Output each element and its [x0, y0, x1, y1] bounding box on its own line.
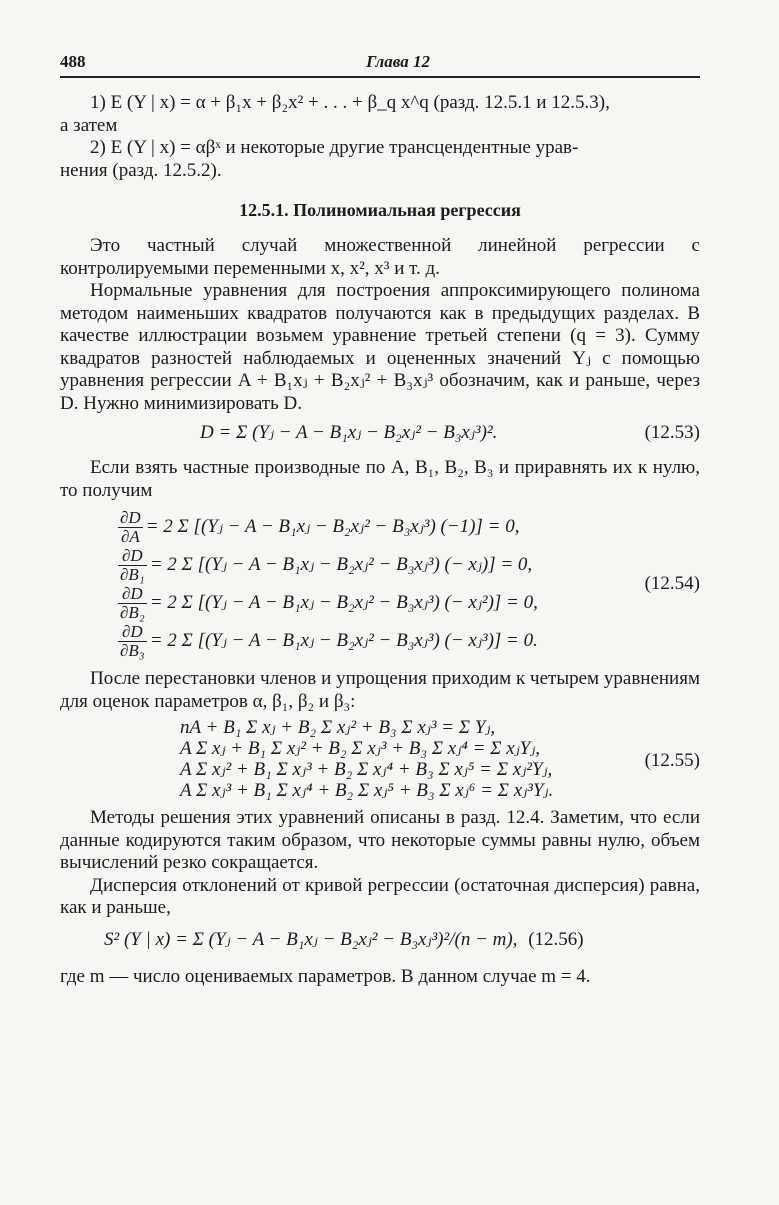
equation-12-53-body: D = Σ (Yⱼ − A − B₁xⱼ − B₂xⱼ² − B₃xⱼ³)². [200, 422, 498, 443]
equation-12-55 [60, 717, 700, 801]
normal-equation-3: A Σ xⱼ² + B₁ Σ xⱼ³ + B₂ Σ xⱼ⁴ + B₃ Σ xⱼ⁵ = Σ xⱼ²Yⱼ, [180, 759, 553, 780]
normal-equation-4: A Σ xⱼ³ + B₁ Σ xⱼ⁴ + B₂ Σ xⱼ⁵ + B₃ Σ xⱼ⁶ = Σ xⱼ³Yⱼ. [180, 780, 554, 801]
derivative-line-a: $\frac{\partial D}{\partial A}$ = 2 Σ [(Yⱼ − A − B₁xⱼ − B₂xⱼ² − B₃xⱼ³) (−1)] = 0, [120, 507, 520, 546]
list-item-1-continued: а затем [60, 114, 118, 136]
list-item-2: 2) E (Y | x) = αβˣ и некоторые другие трансцендентные урав- [90, 137, 579, 158]
paragraph-parameters: где m — число оцениваемых параметров. В данном случае m = 4. [60, 965, 591, 987]
equation-number-12-56: (12.56) [528, 928, 584, 950]
section-heading: 12.5.1. Полиномиальная регрессия [239, 200, 521, 220]
paragraph-derivatives: Если взять частные производные по A, B₁, B₂, B₃ и приравнять их к нулю, то получим [60, 457, 700, 501]
page-number: 488 [60, 52, 86, 71]
equation-12-56-body: S² (Y | x) = Σ (Yⱼ − A − B₁xⱼ − B₂xⱼ² − B₃xⱼ³)²/(n − m), [104, 928, 518, 950]
paragraph-intro: Это частный случай множественной линейной регрессии с контролируемыми переменными x, x², x³ и т. д. [60, 235, 700, 279]
book-page [60, 52, 700, 988]
derivative-line-b1: $\frac{\partial D}{\text{∂B₁}}$ = 2 Σ [(Yⱼ − A − B₁xⱼ − B₂xⱼ² − B₃xⱼ³) (− xⱼ)] = 0, [120, 545, 533, 584]
normal-equation-2: A Σ xⱼ + B₁ Σ xⱼ² + B₂ Σ xⱼ³ + B₃ Σ xⱼ⁴ = Σ xⱼYⱼ, [180, 738, 540, 759]
equation-number-12-55: (12.55) [644, 750, 700, 771]
equation-number-12-53: (12.53) [644, 422, 700, 443]
chapter-title: Глава 12 [366, 52, 430, 71]
equation-12-54 [60, 508, 700, 660]
normal-equation-1: nA + B₁ Σ xⱼ + B₂ Σ xⱼ² + B₃ Σ xⱼ³ = Σ Yⱼ, [180, 717, 496, 738]
equation-12-56 [104, 928, 700, 952]
paragraph-rearrangement: После перестановки членов и упрощения приходим к четырем уравнениям для оценок параметров α, β₁, β₂ и β₃: [60, 668, 700, 712]
running-header [60, 52, 700, 78]
paragraph-variance: Дисперсия отклонений от кривой регрессии (остаточная дисперсия) равна, как и раньше, [60, 874, 700, 918]
equation-12-53 [200, 421, 700, 445]
list-item-1: 1) E (Y | x) = α + β₁x + β₂x² + . . . + β_q x^q (разд. 12.5.1 и 12.5.3), [90, 92, 610, 113]
derivative-line-b2: $\frac{\partial D}{\text{∂B₂}}$ = 2 Σ [(Yⱼ − A − B₁xⱼ − B₂xⱼ² − B₃xⱼ³) (− xⱼ²)] = 0, [120, 583, 538, 622]
equation-number-12-54: (12.54) [644, 573, 700, 594]
derivative-line-b3: $\frac{\partial D}{\text{∂B₃}}$ = 2 Σ [(Yⱼ − A − B₁xⱼ − B₂xⱼ² − B₃xⱼ³) (− xⱼ³)] = 0. [120, 621, 538, 660]
list-item-2-continued: нения (разд. 12.5.2). [60, 159, 222, 181]
paragraph-methods: Методы решения этих уравнений описаны в разд. 12.4. Заметим, что если данные кодируются таким образом, что некоторые суммы равны нулю, объем вычислений резко сокращается. [60, 807, 700, 873]
paragraph-normal-equations: Нормальные уравнения для построения аппроксимирующего полинома методом наименьших квадратов получаются как в предыдущих разделах. В качестве иллюстрации возьмем уравнение третьей степени (q = 3). Сумму квадратов разностей наблюдаемых и оцененных значений Yⱼ с помощью уравнения регрессии A + B₁xⱼ + B₂xⱼ² + B₃xⱼ³ обозначим, как и раньше, через D. Нужно минимизировать D. [60, 280, 700, 414]
